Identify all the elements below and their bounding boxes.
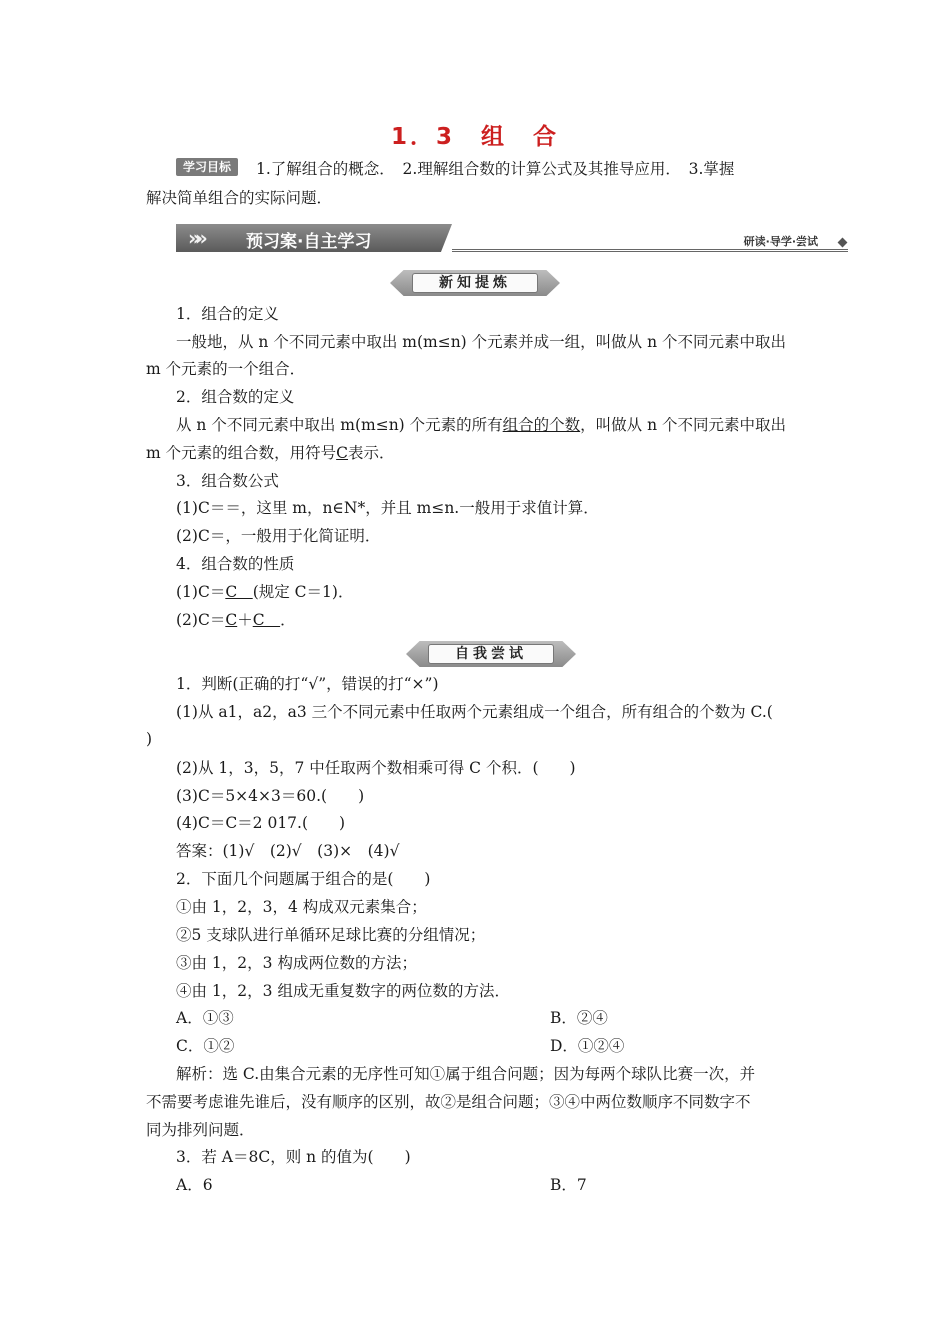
text-line: m 个元素的一个组合． [146,360,306,378]
underlined-symbol: C [336,444,349,462]
underlined-term: 组合的个数 [502,416,581,434]
text-line: (1)从 a1，a2，a3 三个不同元素中任取两个元素组成一个组合，所有组合的个数为 C.( [176,703,773,721]
text-line: ) [146,730,153,748]
text-line: 2．组合数的定义 [176,388,295,406]
text-line: (1)C＝＝，这里 m，n∈N*，并且 m≤n.一般用于求值计算． [176,499,599,517]
text-line: 3．组合数公式 [176,472,279,490]
text-line: 3．若 A＝8C，则 n 的值为( ) [176,1148,411,1166]
text-line: 从 n 个不同元素中取出 m(m≤n) 个元素的所有组合的个数，叫做从 n 个不同元素中取出 [176,416,787,434]
section-heading-self-test [406,641,576,667]
double-chevron-icon: »» [188,226,202,250]
text-line: 答案：(1)√ (2)√ (3)× (4)√ [176,842,400,860]
option-b: B．②④ [550,1009,608,1027]
goals-line-2: 解决简单组合的实际问题． [146,189,333,207]
blank-answer: C [225,583,253,601]
option-c: C．①② [176,1037,235,1055]
goals-line-1: 1.了解组合的概念． 2.理解组合数的计算公式及其推导应用． 3.掌握 [256,160,735,178]
option-a: A．6 [176,1176,213,1194]
text-line: 1．组合的定义 [176,305,279,323]
section-heading-label: 新知提炼 [412,273,538,293]
text-line: ①由 1，2，3，4 构成双元素集合； [176,898,427,916]
text-line: (3)C＝5×4×3＝60.( ) [176,787,365,805]
text-line: 同为排列问题． [146,1121,255,1139]
preview-banner [176,224,848,254]
text-line: (2)从 1，3，5，7 中任取两个数相乘可得 C 个积．( ) [176,759,576,777]
banner-label: 预习案·自主学习 [246,232,372,252]
option-d: D．①②④ [550,1037,625,1055]
option-a: A．①③ [176,1009,234,1027]
text-line: (2)C＝C＋C ． [176,611,296,629]
text-line: 解析：选 C.由集合元素的无序性可知①属于组合问题；因为每两个球队比赛一次，并 [176,1065,756,1083]
text-line: (2)C＝，一般用于化简证明． [176,527,381,545]
learning-goals-badge: 学习目标 [176,158,238,176]
section-heading-new-knowledge [390,270,560,296]
text-line: ④由 1，2，3 组成无重复数字的两位数的方法． [176,982,510,1000]
text-line: 4．组合数的性质 [176,555,295,573]
text-line: (1)C＝C (规定 C＝1)． [176,583,354,601]
text-line: ②5 支球队进行单循环足球比赛的分组情况； [176,926,486,944]
page-title: 1．3 组 合 [390,124,559,150]
blank-answer: C [252,611,281,629]
text-line: 一般地，从 n 个不同元素中取出 m(m≤n) 个元素并成一组，叫做从 n 个不同元素中取出 [176,333,786,351]
text-line: ③由 1，2，3 构成两位数的方法； [176,954,417,972]
option-b: B．7 [550,1176,587,1194]
banner-rule [452,249,848,252]
blank-answer: C [225,611,238,629]
banner-right-text: 研读·导学·尝试 [743,235,818,248]
text-line: 不需要考虑谁先谁后，没有顺序的区别，故②是组合问题；③④中两位数顺序不同数字不 [146,1093,751,1111]
text-line: m 个元素的组合数，用符号C表示． [146,444,395,462]
text-line: (4)C＝C＝2 017.( ) [176,814,346,832]
section-heading-label: 自我尝试 [428,644,554,664]
text-line: 1．判断(正确的打“√”，错误的打“×”) [176,675,439,693]
diamond-icon [838,238,848,248]
text-line: 2．下面几个问题属于组合的是( ) [176,870,431,888]
